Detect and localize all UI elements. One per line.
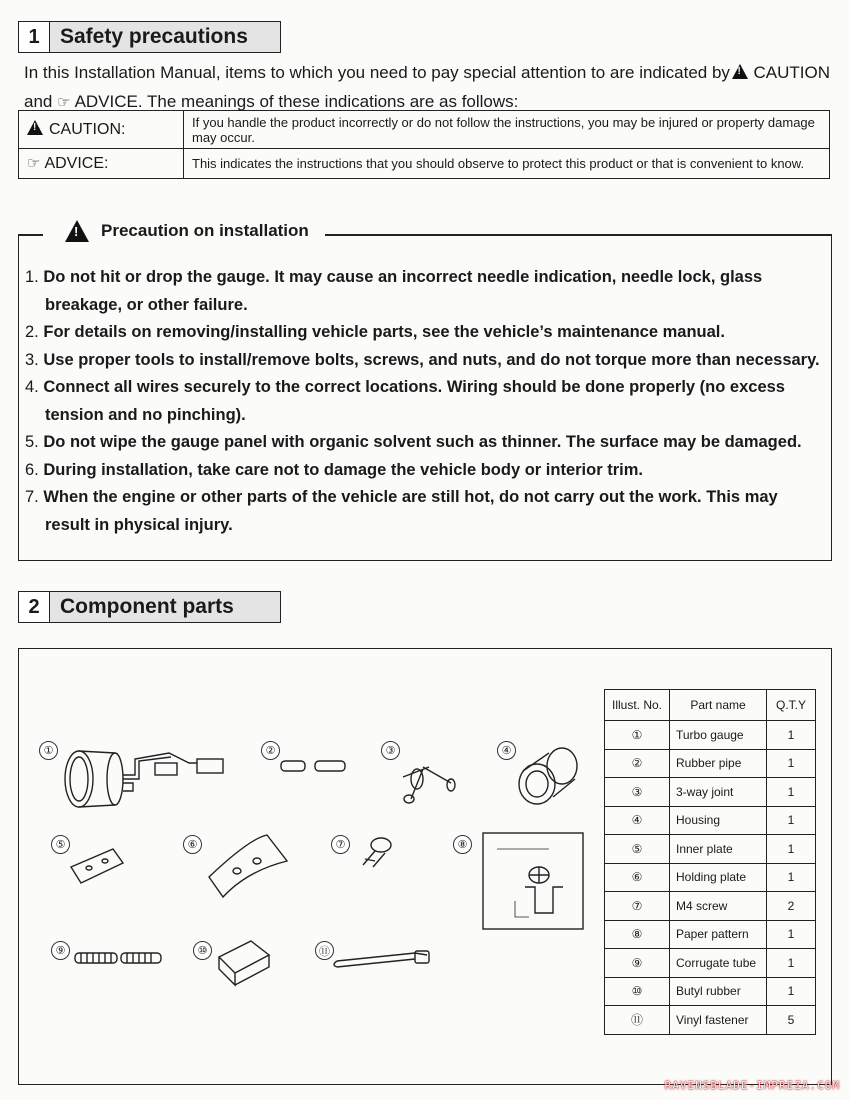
cell-name: Inner plate (670, 835, 767, 864)
cell-no: ⑨ (605, 949, 670, 978)
cell-no: ④ (605, 806, 670, 835)
section-1-header (18, 21, 281, 53)
vinyl-fastener-illustration (334, 951, 429, 967)
caution-triangle-icon (65, 220, 89, 242)
indication-text: This indicates the instructions that you should observe to protect this product or that is convenient to know. (184, 149, 830, 179)
precaution-item: 7. When the engine or other parts of the vehicle are still hot, do not carry out the work. This may result in physical injury. (25, 488, 778, 534)
table-row (605, 835, 816, 864)
holding-plate-illustration (209, 835, 287, 897)
illustration-label-8: ⑧ (453, 835, 472, 854)
cell-qty: 1 (767, 949, 816, 978)
intro-line-2: The meanings of these indications are as follows: (147, 92, 519, 111)
indication-key: ☞ ADVICE: (19, 149, 184, 179)
intro-and: and (24, 92, 53, 111)
precaution-box (18, 221, 832, 561)
table-row (605, 920, 816, 949)
illustration-label-2: ② (261, 741, 280, 760)
precaution-item: 5. Do not wipe the gauge panel with organic solvent such as thinner. The surface may be damaged. (25, 433, 802, 451)
indication-key: !CAUTION: (19, 111, 184, 149)
corrugate-tube-illustration (75, 953, 161, 963)
cell-qty: 5 (767, 1006, 816, 1035)
cell-name: Rubber pipe (670, 749, 767, 778)
cell-no: ② (605, 749, 670, 778)
column-header: Q.T.Y (767, 690, 816, 721)
pointing-hand-icon: ☞ (27, 155, 41, 172)
illustration-label-11: ⑪ (315, 941, 334, 960)
cell-no: ⑧ (605, 920, 670, 949)
inner-plate-illustration (71, 849, 123, 883)
caution-triangle-icon (732, 64, 748, 79)
cell-name: Corrugate tube (670, 949, 767, 978)
intro-caution: ! CAUTION (732, 58, 831, 87)
m4-screw-illustration (363, 838, 391, 867)
cell-qty: 2 (767, 892, 816, 921)
parts-table-header (605, 690, 816, 721)
cell-name: M4 screw (670, 892, 767, 921)
table-row (605, 949, 816, 978)
illustration-label-6: ⑥ (183, 835, 202, 854)
precaution-item: 2. For details on removing/installing vehicle parts, see the vehicle’s maintenance manual. (25, 323, 725, 341)
section-title: Component parts (50, 592, 280, 622)
intro-line-1: In this Installation Manual, items to which you need to pay special attention to are indicated by (24, 63, 730, 82)
cell-qty: 1 (767, 977, 816, 1006)
illustration-label-7: ⑦ (331, 835, 350, 854)
cell-no: ③ (605, 778, 670, 807)
precaution-item: 4. Connect all wires securely to the correct locations. Wiring should be done properly (no excess tension and no pinching). (25, 378, 785, 424)
precaution-heading: ! Precaution on installation (59, 220, 323, 242)
section-number: 2 (19, 592, 50, 622)
intro-paragraph (24, 58, 830, 117)
illustration-label-3: ③ (381, 741, 400, 760)
column-header: Part name (670, 690, 767, 721)
cell-qty: 1 (767, 863, 816, 892)
caution-triangle-icon (27, 120, 43, 135)
cell-qty: 1 (767, 778, 816, 807)
table-row (605, 863, 816, 892)
illustration-label-5: ⑤ (51, 835, 70, 854)
intro-advice: ADVICE. (74, 92, 143, 111)
cell-qty: 1 (767, 749, 816, 778)
precaution-item: 6. During installation, take care not to damage the vehicle body or interior trim. (25, 460, 643, 479)
indication-row-caution (19, 111, 830, 149)
cell-name: Holding plate (670, 863, 767, 892)
table-row (605, 977, 816, 1006)
column-header: Illust. No. (605, 690, 670, 721)
table-row (605, 806, 816, 835)
three-way-joint-illustration (403, 767, 455, 803)
cell-qty: 1 (767, 920, 816, 949)
table-row (605, 892, 816, 921)
precaution-item: 1. Do not hit or drop the gauge. It may cause an incorrect needle indication, needle lock, glass breakage, or other failure. (25, 268, 763, 314)
cell-no: ⑩ (605, 977, 670, 1006)
cell-no: ⑤ (605, 835, 670, 864)
cell-name: Vinyl fastener (670, 1006, 767, 1035)
table-row (605, 778, 816, 807)
cell-name: Paper pattern (670, 920, 767, 949)
illustration-label-10: ⑩ (193, 941, 212, 960)
table-row (605, 721, 816, 750)
table-row (605, 749, 816, 778)
section-2-header (18, 591, 281, 623)
indications-table (18, 110, 830, 179)
indication-row-advice (19, 149, 830, 179)
illustration-label-9: ⑨ (51, 941, 70, 960)
turbo-gauge-illustration (65, 751, 223, 807)
cell-name: Butyl rubber (670, 977, 767, 1006)
cell-no: ⑦ (605, 892, 670, 921)
cell-name: 3-way joint (670, 778, 767, 807)
illustration-label-4: ④ (497, 741, 516, 760)
section-number: 1 (19, 22, 50, 52)
cell-qty: 1 (767, 721, 816, 750)
cell-qty: 1 (767, 806, 816, 835)
table-row (605, 1006, 816, 1035)
cell-name: Turbo gauge (670, 721, 767, 750)
butyl-rubber-illustration (219, 941, 269, 985)
cell-qty: 1 (767, 835, 816, 864)
illustration-label-1: ① (39, 741, 58, 760)
parts-illustration (19, 649, 594, 1084)
rubber-pipe-illustration (281, 761, 345, 771)
cell-no: ⑪ (605, 1006, 670, 1035)
cell-no: ⑥ (605, 863, 670, 892)
cell-name: Housing (670, 806, 767, 835)
cell-no: ① (605, 721, 670, 750)
section-title: Safety precautions (50, 22, 280, 52)
indication-text: If you handle the product incorrectly or do not follow the instructions, you may be injured or property damage may occur. (184, 111, 830, 149)
component-parts-box (18, 648, 832, 1085)
precaution-item: 3. Use proper tools to install/remove bolts, screws, and nuts, and do not torque more than necessary. (25, 350, 820, 369)
parts-table (604, 689, 816, 1035)
precaution-list (25, 264, 825, 539)
paper-pattern-illustration (483, 833, 583, 929)
housing-illustration (519, 748, 577, 804)
watermark: RAVENSBLADE-IMPREZA.COM (664, 1079, 840, 1092)
pointing-hand-icon: ☞ (57, 94, 71, 111)
